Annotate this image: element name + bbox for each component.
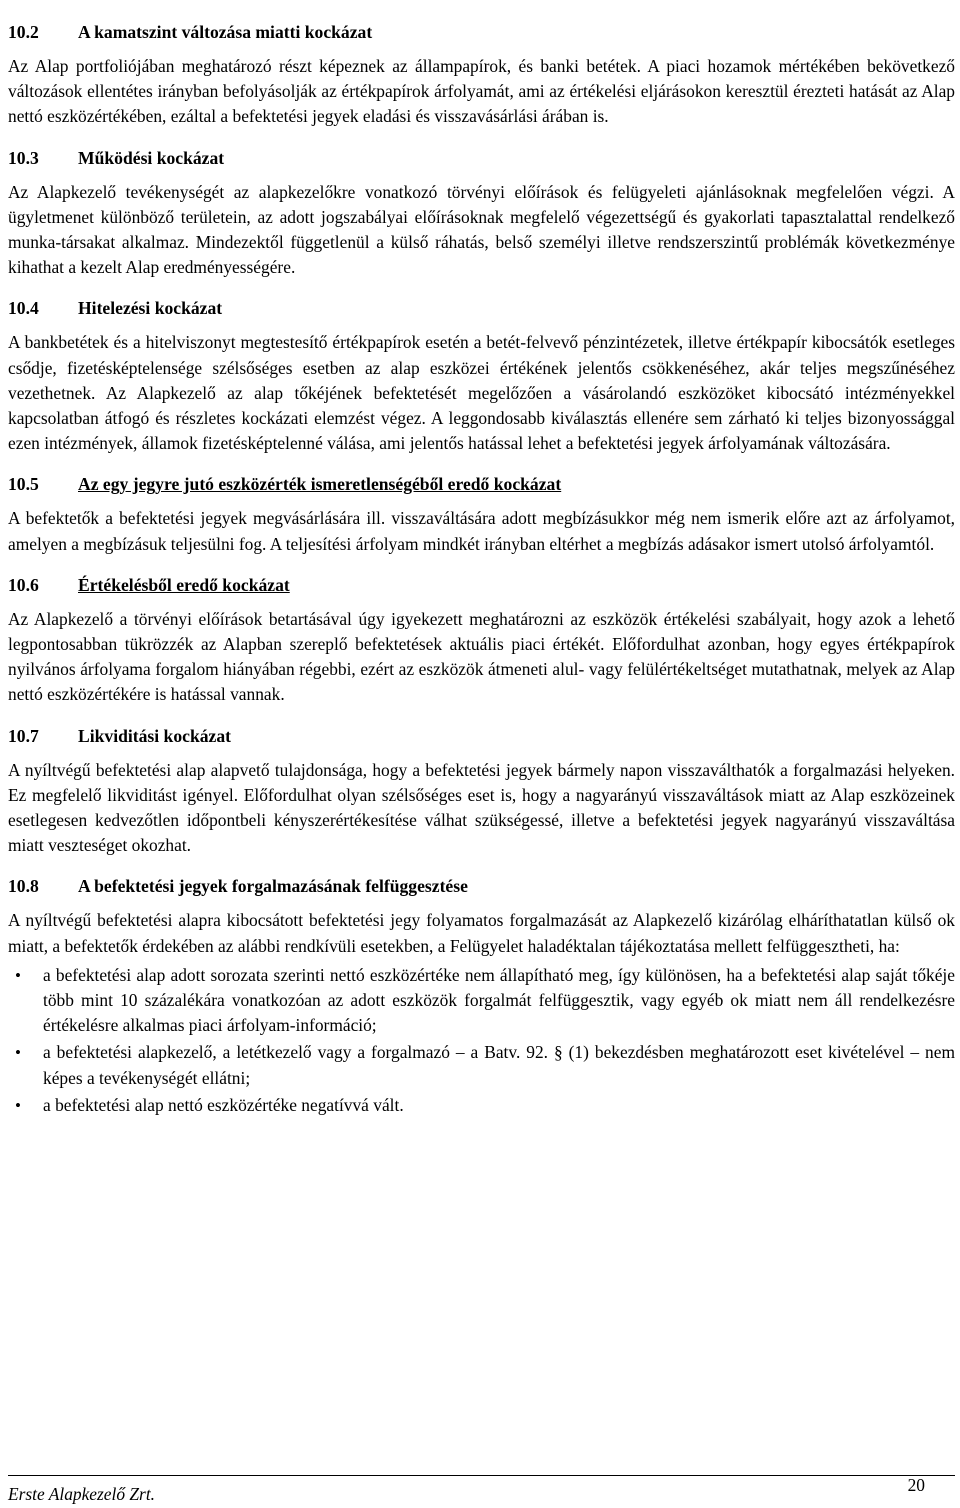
section-paragraph: Az Alap portfoliójában meghatározó részt képeznek az állampapírok, és banki betétek. A piaci hozamok mértékében bekövetkező változások ellentétes irányban befolyásolják az értékpapírok árfolyamát, ami az értékelési eljárásokon keresztül érezteti hatását az Alap nettó eszközértékében, ezáltal a befektetési jegyek eladási és visszavásárlási árában is. [8,56,955,127]
section-number: 10.6 [8,574,39,595]
section-heading [8,724,955,749]
section-heading [8,20,955,45]
page-footer [8,1475,955,1508]
list-item [8,1040,955,1090]
list-item-text: a befektetési alapkezelő, a letétkezelő vagy a forgalmazó – a Batv. 92. § (1) bekezdésben meghatározott eset kivételével – nem képes a tevékenységét ellátni; [43,1042,955,1088]
section-paragraph: Az Alapkezelő a törvényi előírások betartásával úgy igyekezett meghatározni az eszközök értékelési szabályait, hogy azok a lehető legpontosabban tükrözzék az Alapban szereplő befektetések aktuális piaci értékét. Előfordulhat azonban, hogy egyes értékpapírok nyilvános árfolyama forgalom hiányában régebbi, ezért az eszközök átmeneti alul- vagy felülértékeltséget mutathatnak, melyek az Alap nettó eszközértékére is hatással vannak. [8,608,955,705]
list-item [8,1093,955,1118]
document-page [8,20,955,1134]
bullet-list [8,963,955,1118]
section-paragraph: A bankbetétek és a hitelviszonyt megtestesítő értékpapírok esetén a betét-felvevő pénzintézetek, illetve értékpapír kibocsátók esetleges csődje, fizetésképtelensége szélsőséges esetben az alap eszközei értékének jelentős csökkenéséhez, akár teljes megszűnéséhez vezethetnek. Az Alapkezelő az alap tőkéjének befektetését megelőzően a vásárolandó eszközöket kibocsátó intézményekkel kapcsolatban átfogó és részletes kockázati elemzést végez. A leggondosabb kiválasztás ellenére sem zárható ki teljes bizonyossággal ezen intézmények, államok fizetésképtelenné válása, ami jelentős hatással lehet a befektetési jegyek árfolyamának változására. [8,332,955,454]
section-10-8 [8,874,955,1118]
section-10-5 [8,472,955,556]
section-10-4 [8,296,955,456]
bullet-icon: • [15,1043,21,1063]
page-number: 20 [907,1475,925,1495]
list-item-text: a befektetési alap nettó eszközértéke negatívvá vált. [43,1094,404,1115]
section-heading [8,874,955,899]
section-title: Likviditási kockázat [78,725,231,746]
list-item [8,963,955,1039]
section-paragraph: A nyíltvégű befektetési alap alapvető tulajdonsága, hogy a befektetési jegyek bármely napon visszaválthatók a forgalmazási helyeken. Ez megfelelő likviditást igényel. Előfordulhat olyan szélsőséges eset is, hogy a nagyarányú visszaváltások miatt az Alap eszközeinek esetlegesen kedvezőtlen időpontbeli kényszerértékesítése válhat szükségessé, illetve a befektetési jegyek nagyarányú visszaváltása miatt veszteséget okozhat. [8,759,955,856]
section-paragraph: A nyíltvégű befektetési alapra kibocsátott befektetési jegy folyamatos forgalmazását az Alapkezelő kizárólag elháríthatatlan külső ok miatt, a befektetők érdekében az alábbi rendkívüli esetekben, a Felügyelet haladéktalan tájékoztatása mellett felfüggesztheti, ha: [8,910,955,956]
footer-company: Erste Alapkezelő Zrt. [8,1484,156,1504]
section-number: 10.8 [8,876,39,897]
section-heading [8,146,955,171]
section-title: Értékelésből eredő kockázat [78,574,290,595]
section-number: 10.3 [8,147,39,168]
section-paragraph: Az Alapkezelő tevékenységét az alapkezelőkre vonatkozó törvényi előírások és felügyeleti ajánlásoknak megfelelően végzi. A ügyletmenet különböző területein, az adott jogszabályai előírásoknak megfelelő végezettségű és gyakorlati tapasztalattal rendelkező munka-társakat alkalmaz. Mindezektől függetlenül a külső ráhatás, belső személyi illetve rendszerszintű problémák következménye kihathat a kezelt Alap eredményességére. [8,181,955,278]
section-number: 10.5 [8,474,39,495]
section-10-3 [8,146,955,281]
section-number: 10.2 [8,22,39,42]
section-heading [8,573,955,598]
section-title: Hitelezési kockázat [78,298,223,319]
section-heading [8,472,955,497]
section-title: A kamatszint változása miatti kockázat [78,22,373,42]
section-number: 10.4 [8,298,39,319]
section-number: 10.7 [8,725,39,746]
section-title: Az egy jegyre jutó eszközérték ismeretlenségéből eredő kockázat [78,474,562,495]
bullet-icon: • [15,1095,21,1115]
section-title: A befektetési jegyek forgalmazásának felfüggesztése [78,876,468,897]
section-10-7 [8,724,955,859]
section-10-2 [8,20,955,130]
section-10-6 [8,573,955,708]
section-heading [8,296,955,321]
bullet-icon: • [15,965,21,985]
section-title: Működési kockázat [78,147,225,168]
section-paragraph: A befektetők a befektetési jegyek megvásárlására ill. visszaváltására adott megbízásukkor még nem ismerik előre azt az árfolyamot, amelyen a megbízásuk teljesülni fog. A teljesítési árfolyam mindkét irányban eltérhet a megbízás adásakor ismert utolsó árfolyamtól. [8,508,955,554]
list-item-text: a befektetési alap adott sorozata szerinti nettó eszközértéke nem állapítható meg, így különösen, ha a befektetési alap saját tőkéje több mint 10 százalékára vonatkozóan az adott eszközök forgalmát felfüggesztik, vagy egyéb ok miatt nem áll rendelkezésre értékelésre alkalmas piaci árfolyam-információ; [43,964,955,1036]
